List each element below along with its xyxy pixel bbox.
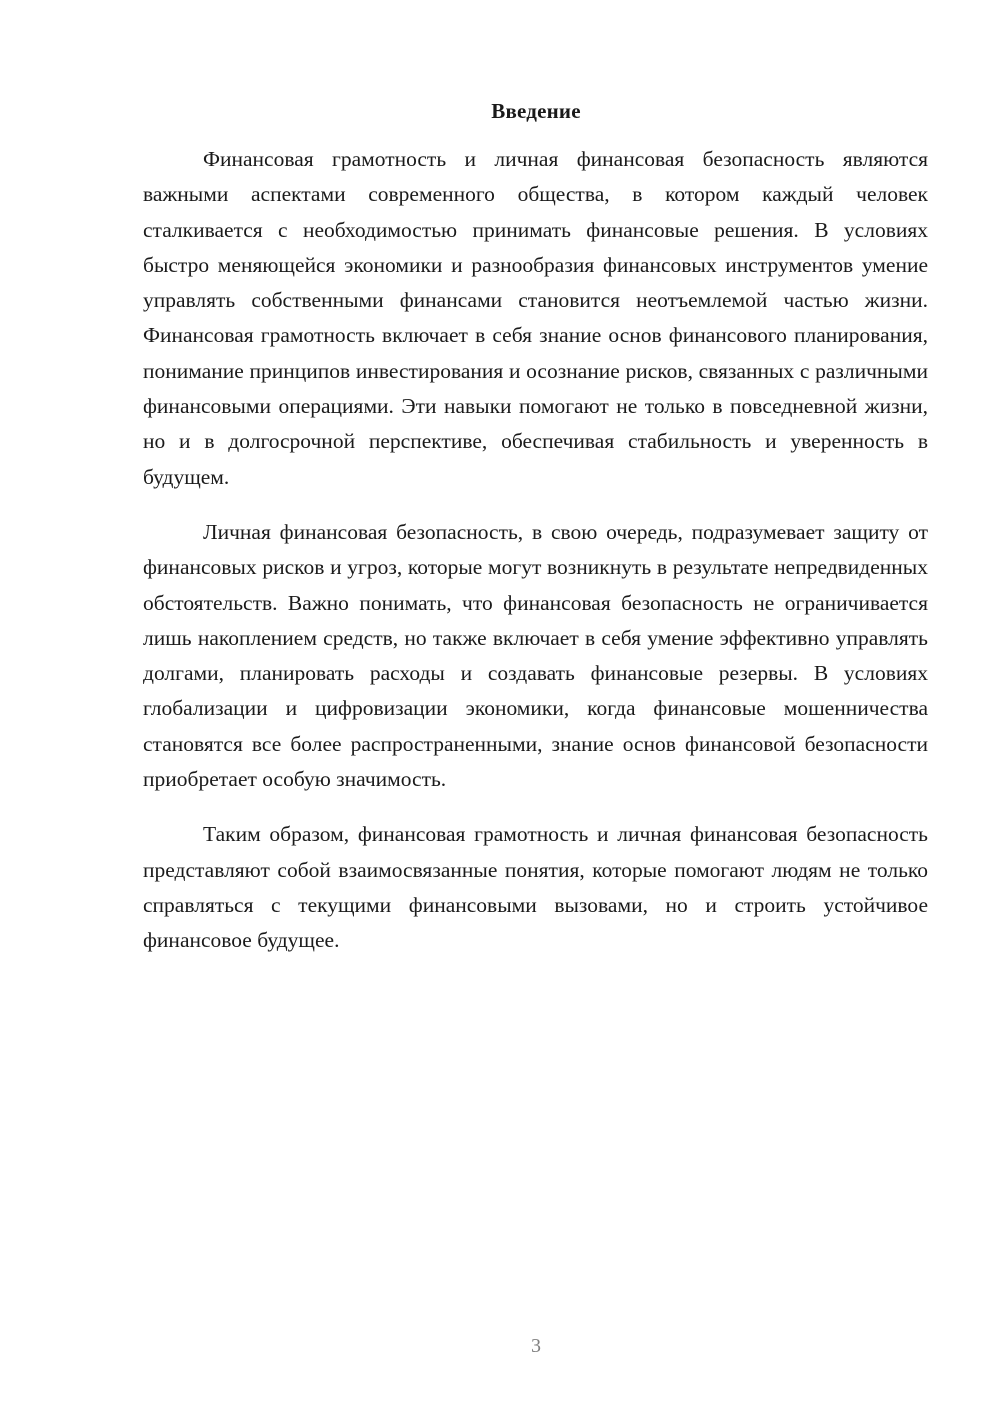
section-heading: Введение	[491, 99, 581, 123]
paragraph-3: Таким образом, финансовая грамотность и личная финансовая безопасность представляют собой взаимосвязанные понятия, которые помогают людям не только справляться с текущими финансовыми вызовами, но и строить устойчивое финансовое будущее.	[143, 822, 928, 953]
body-text	[143, 142, 928, 979]
page-number: 3	[531, 1335, 541, 1357]
paragraph-1: Финансовая грамотность и личная финансовая безопасность являются важными аспектами современного общества, в котором каждый человек сталкивается с необходимостью принимать финансовые решения. В условиях быстро меняющейся экономики и разнообразия финансовых инструментов умение управлять собственными финансами становится неотъемлемой частью жизни. Финансовая грамотность включает в себя знание основ финансового планирования, понимание принципов инвестирования и осознание рисков, связанных с различными финансовыми операциями. Эти навыки помогают не только в повседневной жизни, но и в долгосрочной перспективе, обеспечивая стабильность и уверенность в будущем.	[143, 147, 928, 489]
paragraph-2: Личная финансовая безопасность, в свою очередь, подразумевает защиту от финансовых рисков и угроз, которые могут возникнуть в результате непредвиденных обстоятельств. Важно понимать, что финансовая безопасность не ограничивается лишь накоплением средств, но также включает в себя умение эффективно управлять долгами, планировать расходы и создавать финансовые резервы. В условиях глобализации и цифровизации экономики, когда финансовые мошенничества становятся все более распространенными, знание основ финансовой безопасности приобретает особую значимость.	[143, 519, 928, 792]
